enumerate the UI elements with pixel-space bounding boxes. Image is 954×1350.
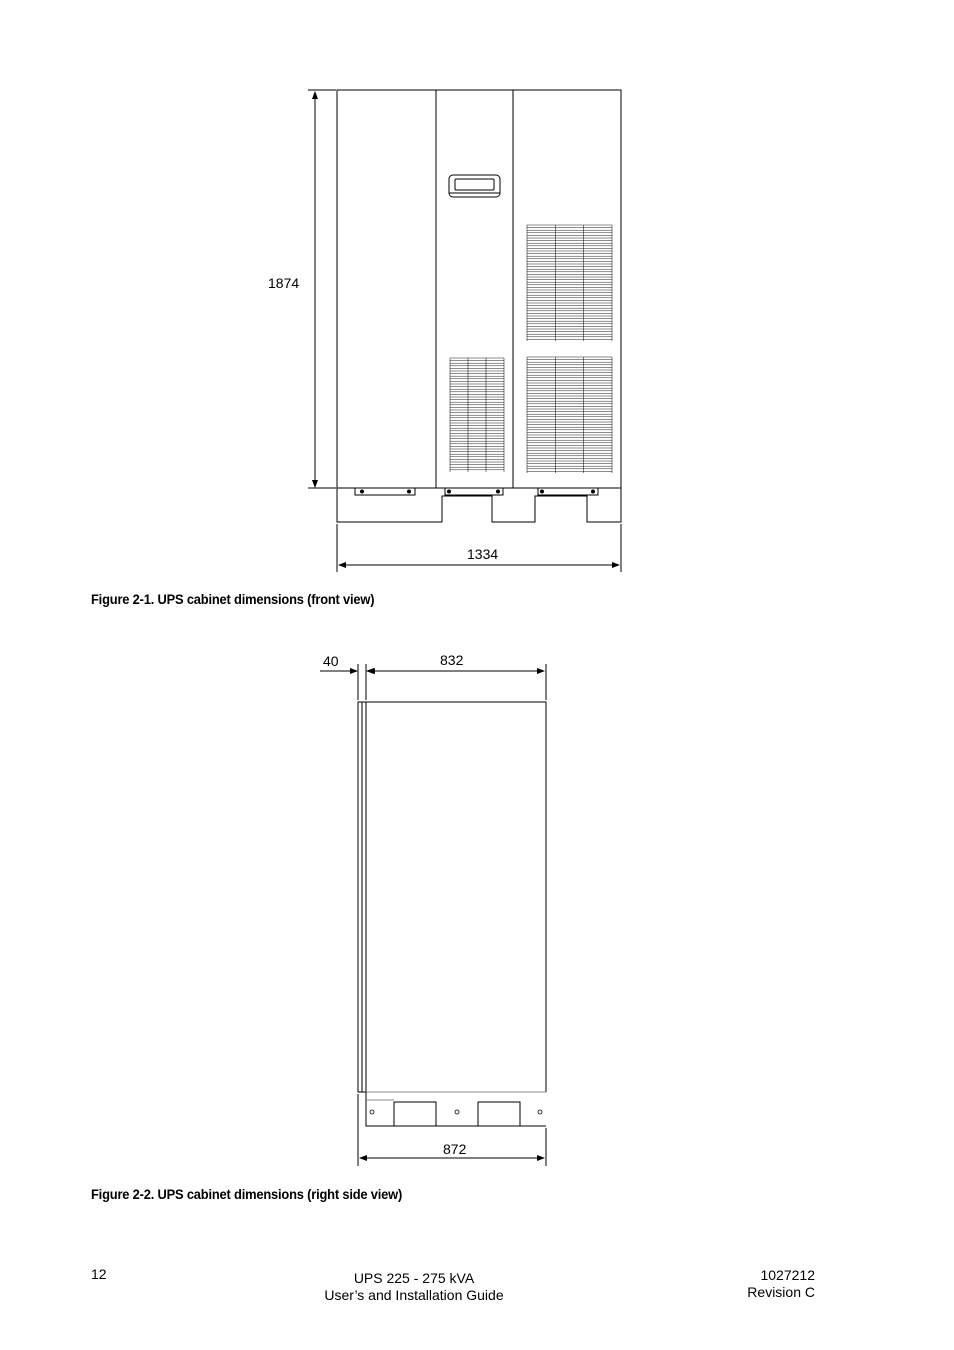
document-title [300,1270,528,1304]
figure-2-caption: Figure 2-2. UPS cabinet dimensions (right side view) [91,1186,403,1202]
door-label: 40 [323,653,339,669]
figure-1-caption: Figure 2-1. UPS cabinet dimensions (front view) [91,591,375,607]
total-depth-label: 872 [443,1141,467,1157]
width-label: 1334 [467,546,499,562]
product-title: UPS 225 - 275 kVA [353,1270,475,1286]
height-label: 1874 [268,275,300,291]
depth-label: 832 [440,652,464,668]
guide-title: User’s and Installation Guide [324,1287,504,1303]
cabinet-side [366,702,546,1092]
side-base [366,1092,546,1126]
page-number: 12 [91,1266,107,1282]
revision-label: Revision C [747,1284,815,1300]
document-reference [720,1267,815,1301]
document-number: 1027212 [760,1267,815,1283]
